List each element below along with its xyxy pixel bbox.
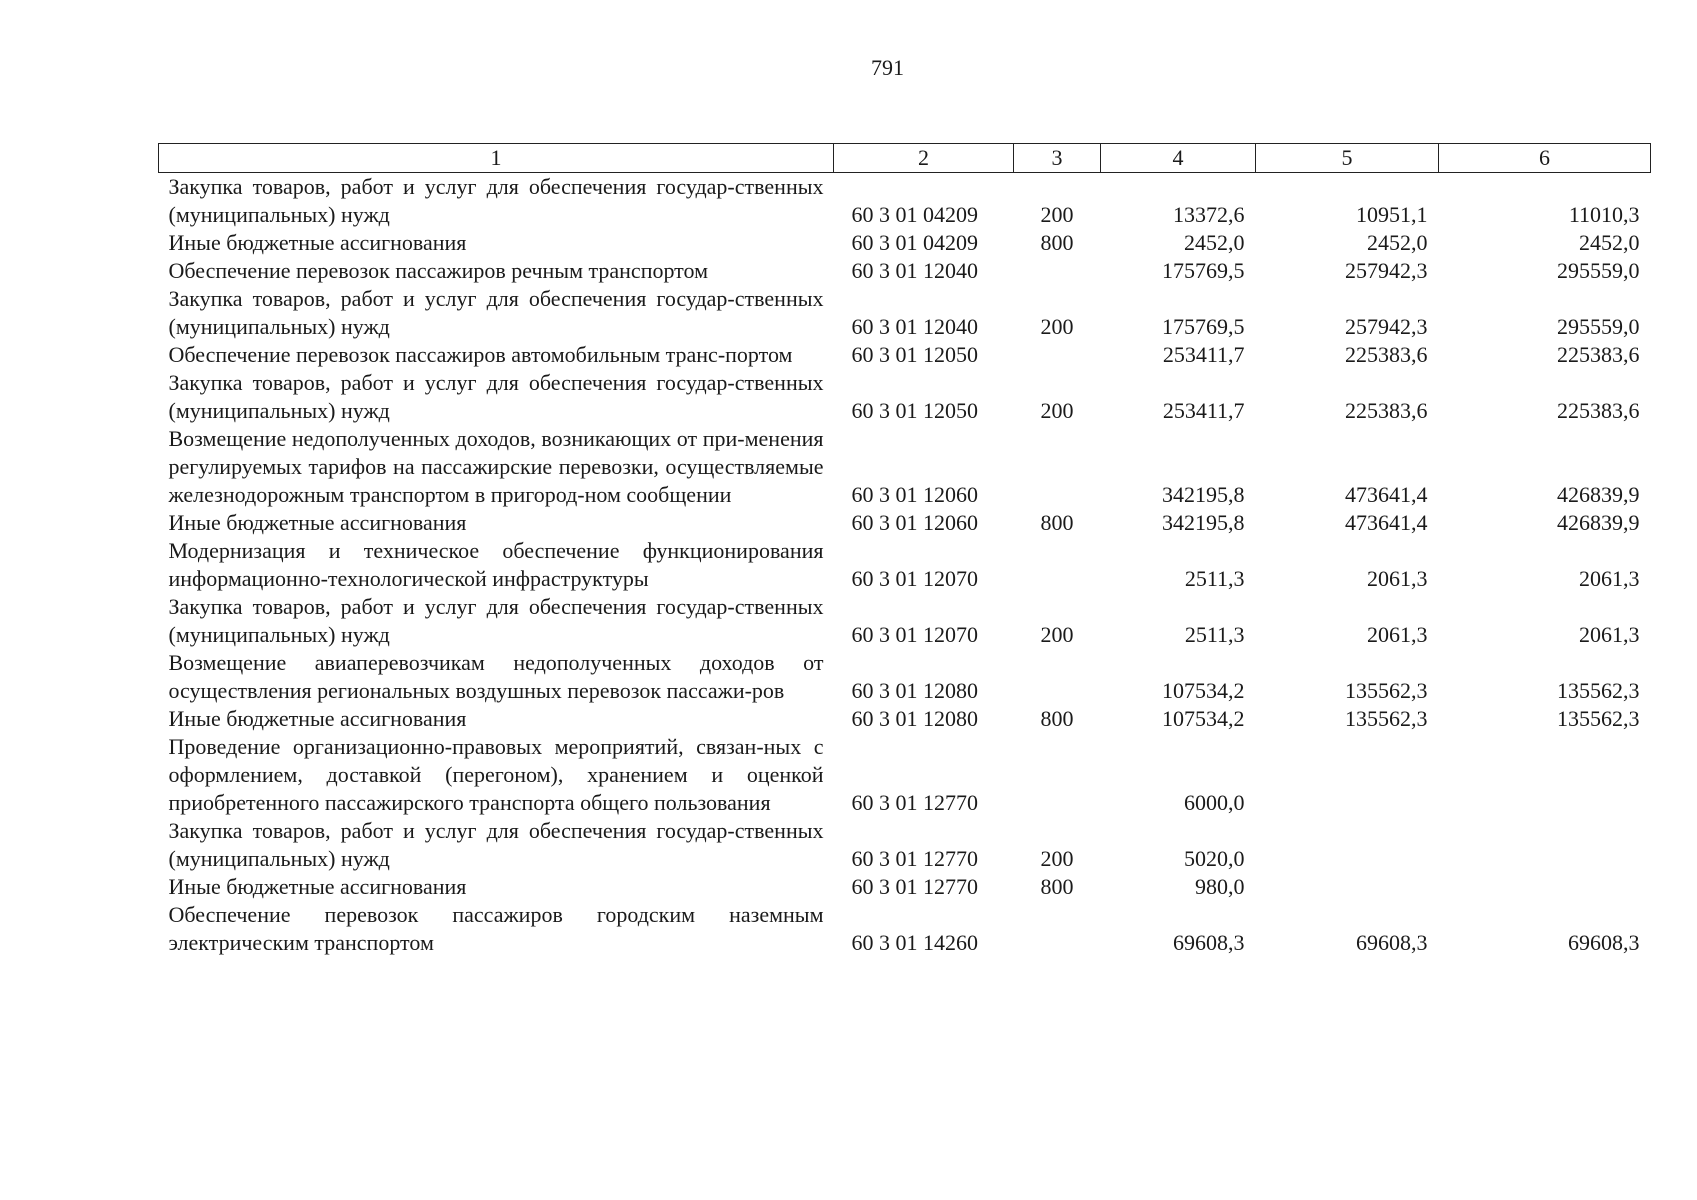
row-name: Иные бюджетные ассигнования bbox=[168, 706, 467, 731]
row-amount-3: 225383,6 bbox=[1557, 342, 1640, 367]
row-name: Закупка товаров, работ и услуг для обеспечения государ-ственных (муниципальных) нужд bbox=[168, 286, 824, 339]
row-expense-type: 200 bbox=[1040, 846, 1074, 871]
budget-table bbox=[158, 143, 1651, 957]
row-amount-3: 426839,9 bbox=[1557, 510, 1640, 535]
row-expense-type bbox=[1014, 257, 1101, 285]
row-target-code: 60 3 01 14260 bbox=[851, 930, 978, 955]
row-amount-1: 5020,0 bbox=[1184, 846, 1245, 871]
row-amount-1: 6000,0 bbox=[1184, 790, 1245, 815]
row-amount-1: 13372,6 bbox=[1173, 202, 1245, 227]
row-name: Закупка товаров, работ и услуг для обеспечения государ-ственных (муниципальных) нужд bbox=[168, 818, 824, 871]
row-amount-3: 295559,0 bbox=[1557, 258, 1640, 283]
row-target-code: 60 3 01 12040 bbox=[851, 258, 978, 283]
row-amount-2: 135562,3 bbox=[1345, 706, 1428, 731]
row-name: Обеспечение перевозок пассажиров речным транспортом bbox=[168, 258, 709, 283]
table-row bbox=[159, 257, 1651, 285]
row-target-code: 60 3 01 12060 bbox=[851, 510, 978, 535]
row-amount-1: 107534,2 bbox=[1162, 706, 1245, 731]
table-row bbox=[159, 341, 1651, 369]
row-name: Иные бюджетные ассигнования bbox=[168, 230, 467, 255]
row-amount-3: 135562,3 bbox=[1557, 706, 1640, 731]
row-target-code: 60 3 01 12070 bbox=[851, 566, 978, 591]
row-target-code: 60 3 01 12070 bbox=[851, 622, 978, 647]
row-amount-1: 253411,7 bbox=[1162, 342, 1245, 367]
column-header-1: 1 bbox=[159, 144, 834, 173]
row-expense-type: 200 bbox=[1040, 202, 1074, 227]
row-amount-1: 69608,3 bbox=[1173, 930, 1245, 955]
table-row bbox=[159, 537, 1651, 593]
row-expense-type bbox=[1014, 537, 1101, 593]
row-target-code: 60 3 01 12050 bbox=[851, 398, 978, 423]
row-amount-2: 10951,1 bbox=[1356, 202, 1428, 227]
row-expense-type bbox=[1014, 649, 1101, 705]
row-amount-2: 2452,0 bbox=[1367, 230, 1428, 255]
row-amount-2 bbox=[1256, 733, 1439, 817]
table-header-row bbox=[159, 144, 1651, 173]
row-expense-type: 200 bbox=[1040, 622, 1074, 647]
row-target-code: 60 3 01 12050 bbox=[851, 342, 978, 367]
row-amount-2: 2061,3 bbox=[1367, 566, 1428, 591]
column-header-2: 2 bbox=[834, 144, 1014, 173]
row-amount-2: 225383,6 bbox=[1345, 342, 1428, 367]
row-amount-1: 107534,2 bbox=[1162, 678, 1245, 703]
page-number: 791 bbox=[871, 55, 904, 80]
table-row bbox=[159, 649, 1651, 705]
row-amount-1: 253411,7 bbox=[1162, 398, 1245, 423]
row-amount-3: 295559,0 bbox=[1557, 314, 1640, 339]
row-amount-3: 11010,3 bbox=[1568, 202, 1640, 227]
table-row bbox=[159, 817, 1651, 873]
row-expense-type: 800 bbox=[1040, 874, 1074, 899]
row-amount-2: 2061,3 bbox=[1367, 622, 1428, 647]
column-header-3: 3 bbox=[1014, 144, 1101, 173]
table-row bbox=[159, 901, 1651, 957]
row-expense-type bbox=[1014, 425, 1101, 509]
row-name: Закупка товаров, работ и услуг для обеспечения государ-ственных (муниципальных) нужд bbox=[168, 594, 824, 647]
row-target-code: 60 3 01 12040 bbox=[851, 314, 978, 339]
row-amount-2: 473641,4 bbox=[1345, 482, 1428, 507]
row-target-code: 60 3 01 12080 bbox=[851, 678, 978, 703]
row-amount-3 bbox=[1439, 873, 1651, 901]
row-amount-3: 135562,3 bbox=[1557, 678, 1640, 703]
row-amount-2: 69608,3 bbox=[1356, 930, 1428, 955]
row-target-code: 60 3 01 04209 bbox=[851, 202, 978, 227]
row-expense-type: 200 bbox=[1040, 314, 1074, 339]
row-target-code: 60 3 01 04209 bbox=[851, 230, 978, 255]
row-target-code: 60 3 01 12770 bbox=[851, 874, 978, 899]
row-amount-2 bbox=[1256, 873, 1439, 901]
row-amount-3: 2061,3 bbox=[1579, 566, 1640, 591]
row-amount-1: 980,0 bbox=[1195, 874, 1245, 899]
row-name: Обеспечение перевозок пассажиров городским наземным электрическим транспортом bbox=[168, 902, 824, 955]
row-amount-1: 2452,0 bbox=[1184, 230, 1245, 255]
row-amount-3 bbox=[1439, 733, 1651, 817]
row-amount-1: 342195,8 bbox=[1162, 482, 1245, 507]
row-amount-2: 135562,3 bbox=[1345, 678, 1428, 703]
row-amount-3: 426839,9 bbox=[1557, 482, 1640, 507]
row-target-code: 60 3 01 12770 bbox=[851, 846, 978, 871]
row-amount-3 bbox=[1439, 817, 1651, 873]
table-row bbox=[159, 229, 1651, 257]
row-amount-3: 2452,0 bbox=[1579, 230, 1640, 255]
column-header-5: 5 bbox=[1256, 144, 1439, 173]
table-row bbox=[159, 173, 1651, 230]
row-amount-2: 257942,3 bbox=[1345, 314, 1428, 339]
row-amount-3: 225383,6 bbox=[1557, 398, 1640, 423]
table-row bbox=[159, 425, 1651, 509]
row-amount-1: 175769,5 bbox=[1162, 314, 1245, 339]
row-amount-2 bbox=[1256, 817, 1439, 873]
row-amount-1: 175769,5 bbox=[1162, 258, 1245, 283]
table-row bbox=[159, 705, 1651, 733]
row-target-code: 60 3 01 12060 bbox=[851, 482, 978, 507]
row-expense-type bbox=[1014, 733, 1101, 817]
row-name: Проведение организационно-правовых мероприятий, связан-ных с оформлением, доставкой (перегоном), хранением и оценкой приобретенного пассажирского транспорта общего пользования bbox=[168, 734, 824, 815]
table-row bbox=[159, 369, 1651, 425]
row-expense-type: 800 bbox=[1040, 230, 1074, 255]
table-row bbox=[159, 509, 1651, 537]
row-amount-2: 257942,3 bbox=[1345, 258, 1428, 283]
row-target-code: 60 3 01 12770 bbox=[851, 790, 978, 815]
table-row bbox=[159, 593, 1651, 649]
row-amount-1: 2511,3 bbox=[1184, 622, 1245, 647]
column-header-6: 6 bbox=[1439, 144, 1651, 173]
row-target-code: 60 3 01 12080 bbox=[851, 706, 978, 731]
row-amount-3: 69608,3 bbox=[1568, 930, 1640, 955]
table-row bbox=[159, 873, 1651, 901]
row-expense-type: 800 bbox=[1040, 706, 1074, 731]
row-name: Иные бюджетные ассигнования bbox=[168, 874, 467, 899]
table-row bbox=[159, 285, 1651, 341]
row-expense-type: 200 bbox=[1040, 398, 1074, 423]
row-name: Модернизация и техническое обеспечение функционирования информационно-технологической инфраструктуры bbox=[168, 538, 824, 591]
column-header-4: 4 bbox=[1101, 144, 1256, 173]
row-name: Закупка товаров, работ и услуг для обеспечения государ-ственных (муниципальных) нужд bbox=[168, 370, 824, 423]
row-amount-2: 225383,6 bbox=[1345, 398, 1428, 423]
row-name: Иные бюджетные ассигнования bbox=[168, 510, 467, 535]
row-name: Закупка товаров, работ и услуг для обеспечения государ-ственных (муниципальных) нужд bbox=[168, 174, 824, 227]
row-name: Возмещение авиаперевозчикам недополученных доходов от осуществления региональных воздушных перевозок пассажи-ров bbox=[168, 650, 824, 703]
row-amount-1: 342195,8 bbox=[1162, 510, 1245, 535]
row-expense-type bbox=[1014, 341, 1101, 369]
row-name: Обеспечение перевозок пассажиров автомобильным транс-портом bbox=[168, 342, 793, 367]
row-name: Возмещение недополученных доходов, возникающих от при-менения регулируемых тарифов на пассажирские перевозки, осуществляемые железнодорожным транспортом в пригород-ном сообщении bbox=[168, 426, 824, 507]
row-expense-type bbox=[1014, 901, 1101, 957]
table-row bbox=[159, 733, 1651, 817]
row-amount-1: 2511,3 bbox=[1184, 566, 1245, 591]
row-expense-type: 800 bbox=[1040, 510, 1074, 535]
row-amount-3: 2061,3 bbox=[1579, 622, 1640, 647]
row-amount-2: 473641,4 bbox=[1345, 510, 1428, 535]
